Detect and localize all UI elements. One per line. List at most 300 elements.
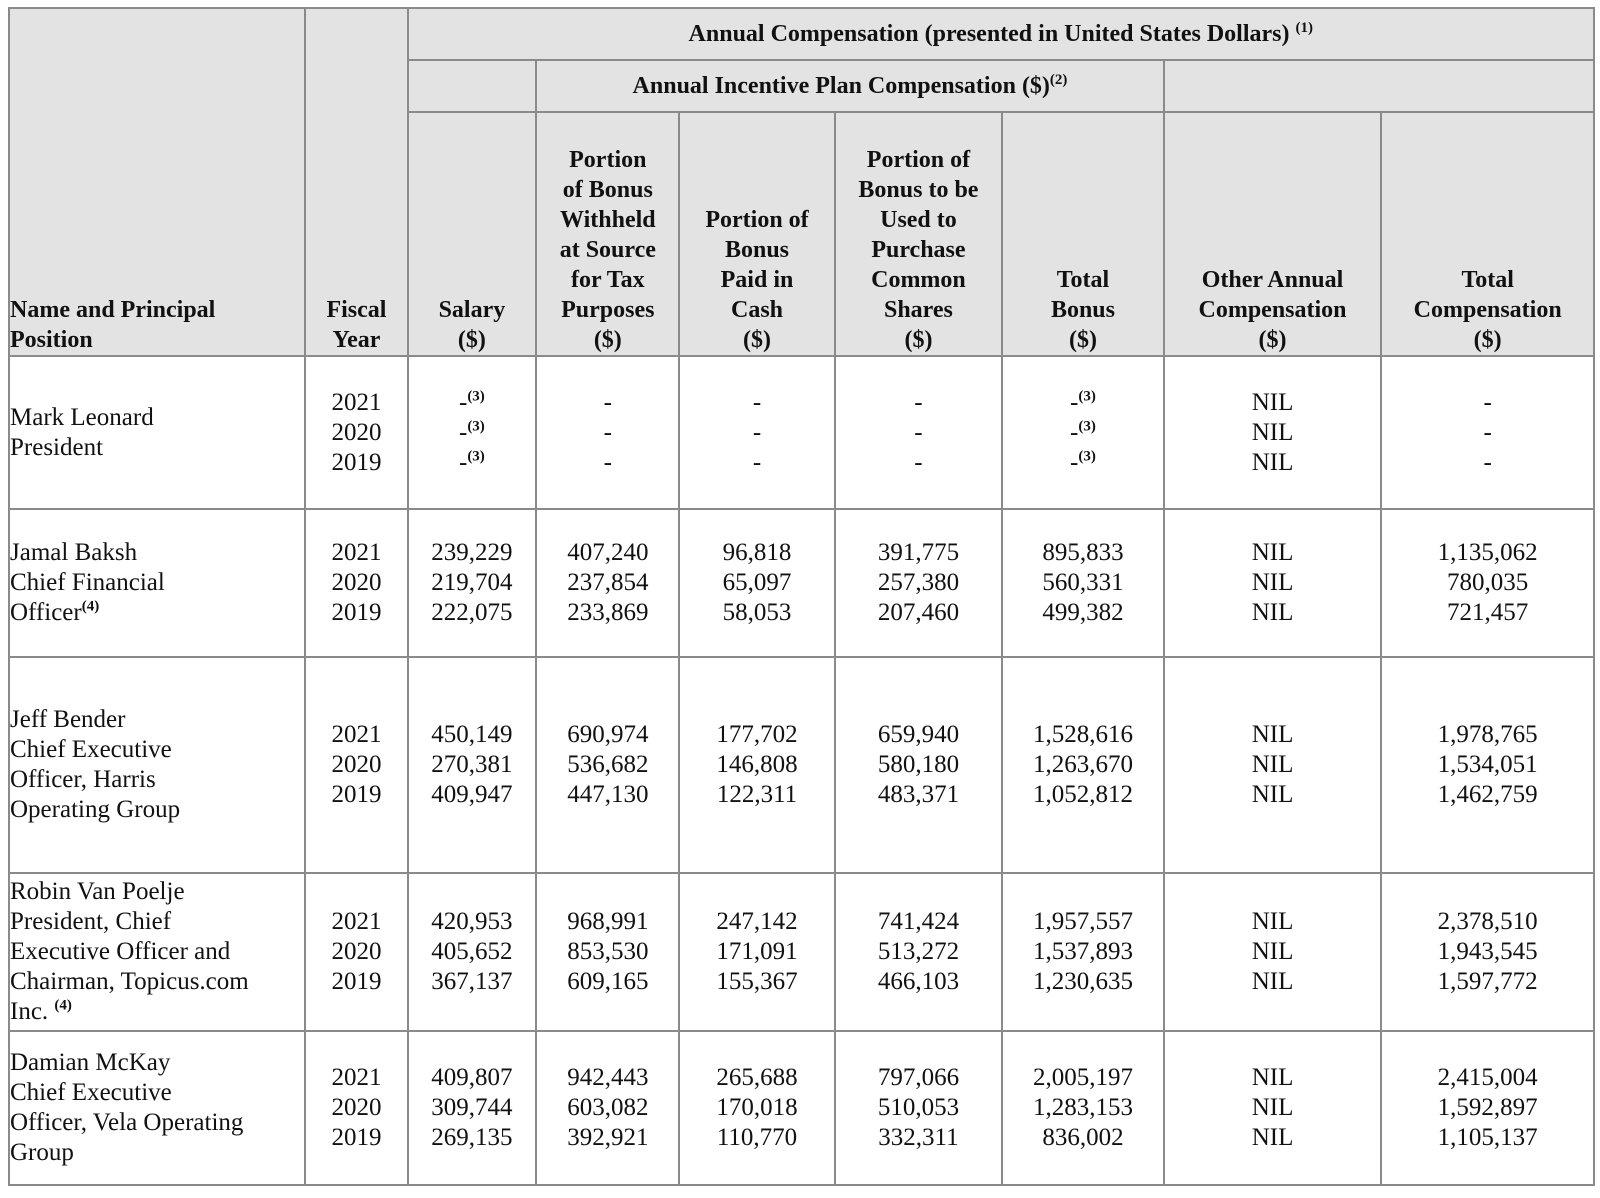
name-line: [10, 1108, 304, 1138]
cell-value: 580,180: [877, 751, 960, 778]
cell-line: [836, 448, 1002, 478]
cell-value: NIL: [1251, 938, 1294, 965]
bonus-withheld-cell: [536, 1031, 679, 1185]
cell-value: 58,053: [722, 599, 792, 626]
header-line: Purposes: [561, 297, 655, 323]
cell-line: [836, 937, 1002, 967]
header-bonus-withheld: [536, 112, 679, 356]
cell-value: 659,940: [877, 721, 960, 748]
bonus-withheld-cell: [536, 509, 679, 657]
cell-value: 207,460: [877, 599, 960, 626]
cell-line: [1165, 388, 1381, 418]
cell-line: [1165, 967, 1381, 997]
cell-value: 450,149: [431, 721, 513, 748]
footnote-ref: (3): [467, 388, 485, 405]
name-line: [10, 568, 304, 598]
cell-line: [306, 907, 406, 937]
header-line: Purchase: [871, 237, 966, 263]
name-line: [10, 1048, 304, 1078]
cell-line: [537, 388, 678, 418]
bonus-cash-cell: [679, 873, 834, 1031]
name-text: Jeff Bender: [10, 706, 126, 733]
cell-line: [1003, 568, 1162, 598]
header-line: Portion of: [866, 147, 971, 173]
bonus-shares-cell: [835, 873, 1003, 1031]
name-text: Jamal Baksh: [10, 539, 138, 566]
name-line: [10, 598, 304, 628]
cell-value: NIL: [1251, 1124, 1294, 1151]
cell-value: NIL: [1251, 751, 1294, 778]
cell-value: 2,005,197: [1032, 1064, 1133, 1091]
cell-value: 407,240: [567, 539, 649, 566]
name-text: President: [10, 433, 104, 461]
name-line: [10, 997, 304, 1027]
cell-line: [409, 780, 536, 810]
cell-value: 270,381: [431, 751, 513, 778]
name-line: [10, 538, 304, 568]
cell-value: NIL: [1251, 569, 1294, 596]
cell-line: [537, 538, 678, 568]
cell-line: [680, 388, 833, 418]
header-line: for Tax: [571, 267, 645, 293]
cell-value: 1,943,545: [1437, 938, 1538, 965]
cell-value: 2021: [331, 388, 382, 416]
cell-line: [306, 720, 406, 750]
cell-line: [306, 937, 406, 967]
cell-line: [680, 780, 833, 810]
cell-line: [836, 1093, 1002, 1123]
footnote-ref: (1): [1295, 20, 1313, 36]
name-line: [10, 735, 304, 765]
cell-value: 96,818: [722, 539, 792, 566]
header-bonus-cash: [679, 112, 834, 356]
cell-line: [409, 1063, 536, 1093]
cell-line: [680, 1063, 833, 1093]
cell-line: [1382, 388, 1593, 418]
cell-value: -: [1483, 418, 1492, 446]
cell-value: 247,142: [716, 908, 798, 935]
cell-line: [537, 598, 678, 628]
cell-value: NIL: [1251, 968, 1294, 995]
cell-value: 2021: [331, 1064, 382, 1091]
cell-line: [1382, 538, 1593, 568]
cell-value: 1,105,137: [1437, 1124, 1538, 1151]
cell-line: [836, 967, 1002, 997]
cell-line: [836, 780, 1002, 810]
cell-value: NIL: [1251, 1094, 1294, 1121]
header-other-annual-compensation: [1164, 112, 1382, 356]
cell-value: NIL: [1251, 388, 1294, 416]
cell-value: 942,443: [567, 1064, 649, 1091]
cell-value: -: [914, 448, 923, 476]
cell-value: 222,075: [431, 599, 513, 626]
cell-line: [1003, 538, 1162, 568]
cell-value: 2019: [331, 781, 382, 808]
cell-value: 405,652: [431, 938, 513, 965]
total-compensation-cell: [1381, 509, 1594, 657]
cell-line: [306, 1123, 406, 1153]
cell-line: [1165, 750, 1381, 780]
header-line: Bonus to be: [858, 177, 979, 203]
cell-line: [680, 750, 833, 780]
cell-value: 2021: [331, 721, 382, 748]
cell-value: 2019: [331, 448, 382, 476]
cell-line: [1382, 1063, 1593, 1093]
header-line: Total: [1056, 267, 1110, 293]
cell-line: [306, 448, 406, 478]
cell-value: 609,165: [567, 968, 649, 995]
name-text: Officer, Vela Operating: [10, 1109, 244, 1136]
header-line: ($): [743, 327, 771, 353]
cell-line: [409, 967, 536, 997]
cell-value: 536,682: [567, 751, 649, 778]
cell-value: 170,018: [716, 1094, 798, 1121]
cell-value: 237,854: [567, 569, 649, 596]
cell-line: [306, 538, 406, 568]
cell-line: [836, 720, 1002, 750]
footnote-ref: (4): [81, 598, 100, 615]
cell-value: 2020: [331, 569, 382, 596]
cell-value: 836,002: [1042, 1124, 1124, 1151]
cell-value: -: [458, 388, 468, 416]
footnote-ref: (4): [54, 997, 72, 1014]
table-body: [9, 356, 1594, 1185]
footnote-ref: (3): [467, 418, 485, 435]
cell-line: [1003, 1063, 1162, 1093]
cell-line: [1382, 598, 1593, 628]
header-line: Salary: [438, 297, 506, 323]
cell-value: 1,592,897: [1437, 1094, 1538, 1121]
bonus-cash-cell: [679, 657, 834, 873]
cell-line: [1003, 1093, 1162, 1123]
cell-line: [836, 538, 1002, 568]
cell-line: [680, 1093, 833, 1123]
cell-value: 409,947: [431, 781, 513, 808]
salary-cell: [408, 509, 537, 657]
cell-line: [537, 448, 678, 478]
cell-line: [306, 750, 406, 780]
cell-line: [1003, 598, 1162, 628]
header-line: ($): [1068, 327, 1097, 353]
cell-line: [1003, 937, 1162, 967]
cell-line: [1003, 907, 1162, 937]
fiscal-year-cell: [305, 509, 407, 657]
name-text: Officer, Harris: [10, 766, 156, 793]
cell-line: [1165, 780, 1381, 810]
fiscal-year-cell: [305, 356, 407, 509]
header-line: Common: [871, 267, 966, 293]
cell-value: 2020: [331, 751, 382, 778]
cell-value: -: [752, 388, 762, 416]
cell-line: [1382, 568, 1593, 598]
cell-value: NIL: [1251, 539, 1294, 566]
cell-line: [1003, 967, 1162, 997]
header-salary: [408, 112, 537, 356]
cell-line: [306, 1093, 406, 1123]
name-text: Executive Officer and: [10, 938, 231, 965]
name-text: President, Chief: [10, 908, 172, 935]
table-row: [9, 657, 1594, 873]
cell-value: 257,380: [877, 569, 960, 596]
cell-value: 853,530: [567, 938, 649, 965]
salary-cell: [408, 1031, 537, 1185]
total-compensation-cell: [1381, 657, 1594, 873]
name-text: Chief Executive: [10, 1079, 172, 1106]
cell-value: 510,053: [877, 1094, 960, 1121]
cell-value: 239,229: [431, 539, 513, 566]
header-blank-other-group: [1164, 60, 1594, 112]
header-line: Compensation: [1198, 297, 1347, 323]
name-text: Group: [10, 1139, 74, 1166]
cell-value: -: [914, 418, 923, 446]
cell-value: 1,283,153: [1032, 1094, 1133, 1121]
cell-line: [1003, 780, 1162, 810]
cell-value: 1,052,812: [1032, 781, 1133, 808]
cell-line: [1382, 750, 1593, 780]
executive-name-position: [9, 356, 305, 509]
cell-value: -: [458, 418, 468, 446]
cell-line: [836, 598, 1002, 628]
name-text: Chief Executive: [10, 736, 172, 763]
cell-value: -: [1070, 448, 1079, 476]
cell-value: -: [914, 388, 923, 416]
cell-line: [836, 1063, 1002, 1093]
executive-name-position: [9, 873, 305, 1031]
header-line: Total: [1461, 267, 1514, 293]
cell-value: 483,371: [877, 781, 960, 808]
header-name-position: [9, 8, 305, 356]
cell-value: 265,688: [716, 1064, 798, 1091]
header-line: Withheld: [560, 207, 656, 233]
header-line: Shares: [883, 297, 953, 323]
cell-value: 1,135,062: [1437, 539, 1538, 566]
cell-line: [1165, 907, 1381, 937]
other-compensation-cell: [1164, 1031, 1382, 1185]
cell-value: 895,833: [1042, 539, 1124, 566]
name-text: Operating Group: [10, 796, 181, 823]
name-line: [10, 795, 304, 825]
cell-value: NIL: [1251, 908, 1294, 935]
cell-line: [1165, 1123, 1381, 1153]
footnote-ref: (3): [1078, 448, 1096, 465]
salary-cell: [408, 657, 537, 873]
cell-line: [537, 1063, 678, 1093]
cell-value: 1,537,893: [1032, 938, 1133, 965]
footnote-ref: (3): [1078, 388, 1096, 405]
cell-line: [836, 1123, 1002, 1153]
cell-value: 420,953: [431, 908, 513, 935]
cell-line: [306, 388, 406, 418]
cell-value: 968,991: [567, 908, 649, 935]
executive-name-position: [9, 509, 305, 657]
name-text: Chief Financial: [10, 569, 165, 596]
table-row: [9, 873, 1594, 1031]
compensation-table-wrapper: [8, 7, 1595, 1186]
cell-line: [537, 780, 678, 810]
name-line: [10, 1138, 304, 1168]
cell-value: 146,808: [716, 751, 798, 778]
header-line: ($): [1473, 327, 1502, 353]
cell-line: [1165, 1063, 1381, 1093]
name-line: [10, 433, 304, 463]
cell-value: -: [1483, 448, 1492, 476]
cell-line: [680, 418, 833, 448]
cell-line: [306, 568, 406, 598]
cell-line: [306, 598, 406, 628]
total-bonus-cell: [1002, 1031, 1163, 1185]
cell-line: [409, 568, 536, 598]
header-line: Portion of: [705, 207, 809, 233]
cell-value: 2,378,510: [1437, 908, 1538, 935]
cell-value: 2019: [331, 968, 382, 995]
header-line: ($): [904, 327, 933, 353]
cell-value: 2020: [331, 1094, 382, 1121]
cell-line: [1165, 1093, 1381, 1123]
cell-line: [680, 907, 833, 937]
cell-line: [537, 418, 678, 448]
cell-line: [409, 937, 536, 967]
cell-line: [1382, 448, 1593, 478]
cell-line: [306, 1063, 406, 1093]
bonus-shares-cell: [835, 509, 1003, 657]
bonus-withheld-cell: [536, 873, 679, 1031]
header-line: Fiscal: [326, 297, 387, 323]
cell-line: [537, 1123, 678, 1153]
cell-line: [1382, 907, 1593, 937]
cell-value: 2020: [331, 418, 382, 446]
cell-line: [409, 538, 536, 568]
cell-line: [1165, 598, 1381, 628]
total-compensation-cell: [1381, 873, 1594, 1031]
cell-value: -: [1070, 418, 1079, 446]
bonus-shares-cell: [835, 1031, 1003, 1185]
bonus-cash-cell: [679, 1031, 834, 1185]
header-line: Cash: [730, 297, 784, 323]
cell-value: 721,457: [1447, 599, 1529, 626]
total-compensation-cell: [1381, 1031, 1594, 1185]
bonus-shares-cell: [835, 356, 1003, 509]
cell-line: [836, 568, 1002, 598]
cell-value: 309,744: [431, 1094, 513, 1121]
table-row: [9, 1031, 1594, 1185]
cell-value: -: [458, 448, 468, 476]
cell-value: 1,528,616: [1032, 721, 1133, 748]
cell-line: [409, 448, 536, 478]
header-line: Bonus: [724, 237, 790, 263]
header-annual-incentive-plan: Annual Incentive Plan Compensation ($)$^{(2)}$: [536, 60, 1163, 112]
bonus-withheld-cell: [536, 657, 679, 873]
name-text: Chairman, Topicus.com: [10, 968, 249, 995]
cell-line: [306, 967, 406, 997]
cell-line: [1003, 448, 1162, 478]
cell-value: 2,415,004: [1437, 1064, 1538, 1091]
table-row: [9, 356, 1594, 509]
cell-line: [680, 448, 833, 478]
bonus-withheld-cell: [536, 356, 679, 509]
cell-line: [1382, 1123, 1593, 1153]
cell-value: -: [603, 388, 612, 416]
name-text: Mark Leonard: [10, 403, 154, 431]
salary-cell: [408, 356, 537, 509]
header-line: ($): [1258, 327, 1287, 353]
cell-value: -: [1070, 388, 1079, 416]
name-line: [10, 937, 304, 967]
cell-line: [409, 1123, 536, 1153]
name-text: Robin Van Poelje: [10, 878, 185, 905]
header-line: Year: [332, 327, 381, 353]
cell-line: [836, 388, 1002, 418]
bonus-shares-cell: [835, 657, 1003, 873]
cell-line: [680, 967, 833, 997]
table-row: [9, 509, 1594, 657]
cell-value: 499,382: [1042, 599, 1124, 626]
cell-value: -: [752, 448, 762, 476]
fiscal-year-cell: [305, 873, 407, 1031]
name-line: [10, 403, 304, 433]
cell-line: [1003, 418, 1162, 448]
name-text: Damian McKay: [10, 1049, 171, 1076]
header-line: ($): [593, 327, 622, 353]
header-line: Bonus: [1050, 297, 1115, 323]
cell-line: [1165, 538, 1381, 568]
cell-line: [1382, 1093, 1593, 1123]
header-line: Name and Principal: [10, 297, 216, 323]
total-compensation-cell: [1381, 356, 1594, 509]
cell-line: [680, 568, 833, 598]
cell-line: [537, 750, 678, 780]
header-line: ($): [457, 327, 486, 353]
name-line: [10, 967, 304, 997]
cell-line: [680, 598, 833, 628]
cell-line: [1003, 720, 1162, 750]
header-fiscal-year: [305, 8, 407, 356]
cell-value: 367,137: [431, 968, 513, 995]
name-text: Officer: [10, 599, 82, 626]
cell-line: [680, 1123, 833, 1153]
cell-value: 219,704: [431, 569, 513, 596]
header-line: Other Annual: [1201, 267, 1344, 293]
fiscal-year-cell: [305, 1031, 407, 1185]
cell-line: [306, 418, 406, 448]
cell-value: 122,311: [716, 781, 798, 808]
cell-value: 65,097: [722, 569, 792, 596]
cell-value: 1,230,635: [1032, 968, 1133, 995]
cell-line: [1165, 448, 1381, 478]
name-line: [10, 765, 304, 795]
cell-value: 690,974: [567, 721, 649, 748]
cell-line: [680, 720, 833, 750]
cell-value: NIL: [1251, 1064, 1294, 1091]
cell-value: 1,978,765: [1437, 721, 1538, 748]
name-line: [10, 705, 304, 735]
cell-value: 2021: [331, 908, 382, 935]
cell-line: [537, 907, 678, 937]
cell-value: -: [603, 448, 612, 476]
total-bonus-cell: [1002, 356, 1163, 509]
header-total-bonus: [1002, 112, 1163, 356]
cell-line: [1003, 1123, 1162, 1153]
cell-value: NIL: [1251, 781, 1294, 808]
header-bonus-shares: [835, 112, 1003, 356]
cell-line: [1382, 418, 1593, 448]
executive-name-position: [9, 657, 305, 873]
cell-line: [537, 937, 678, 967]
total-bonus-cell: [1002, 873, 1163, 1031]
footnote-ref: (2): [1049, 72, 1068, 88]
footnote-ref: (3): [1078, 418, 1096, 435]
total-bonus-cell: [1002, 657, 1163, 873]
cell-line: [836, 750, 1002, 780]
